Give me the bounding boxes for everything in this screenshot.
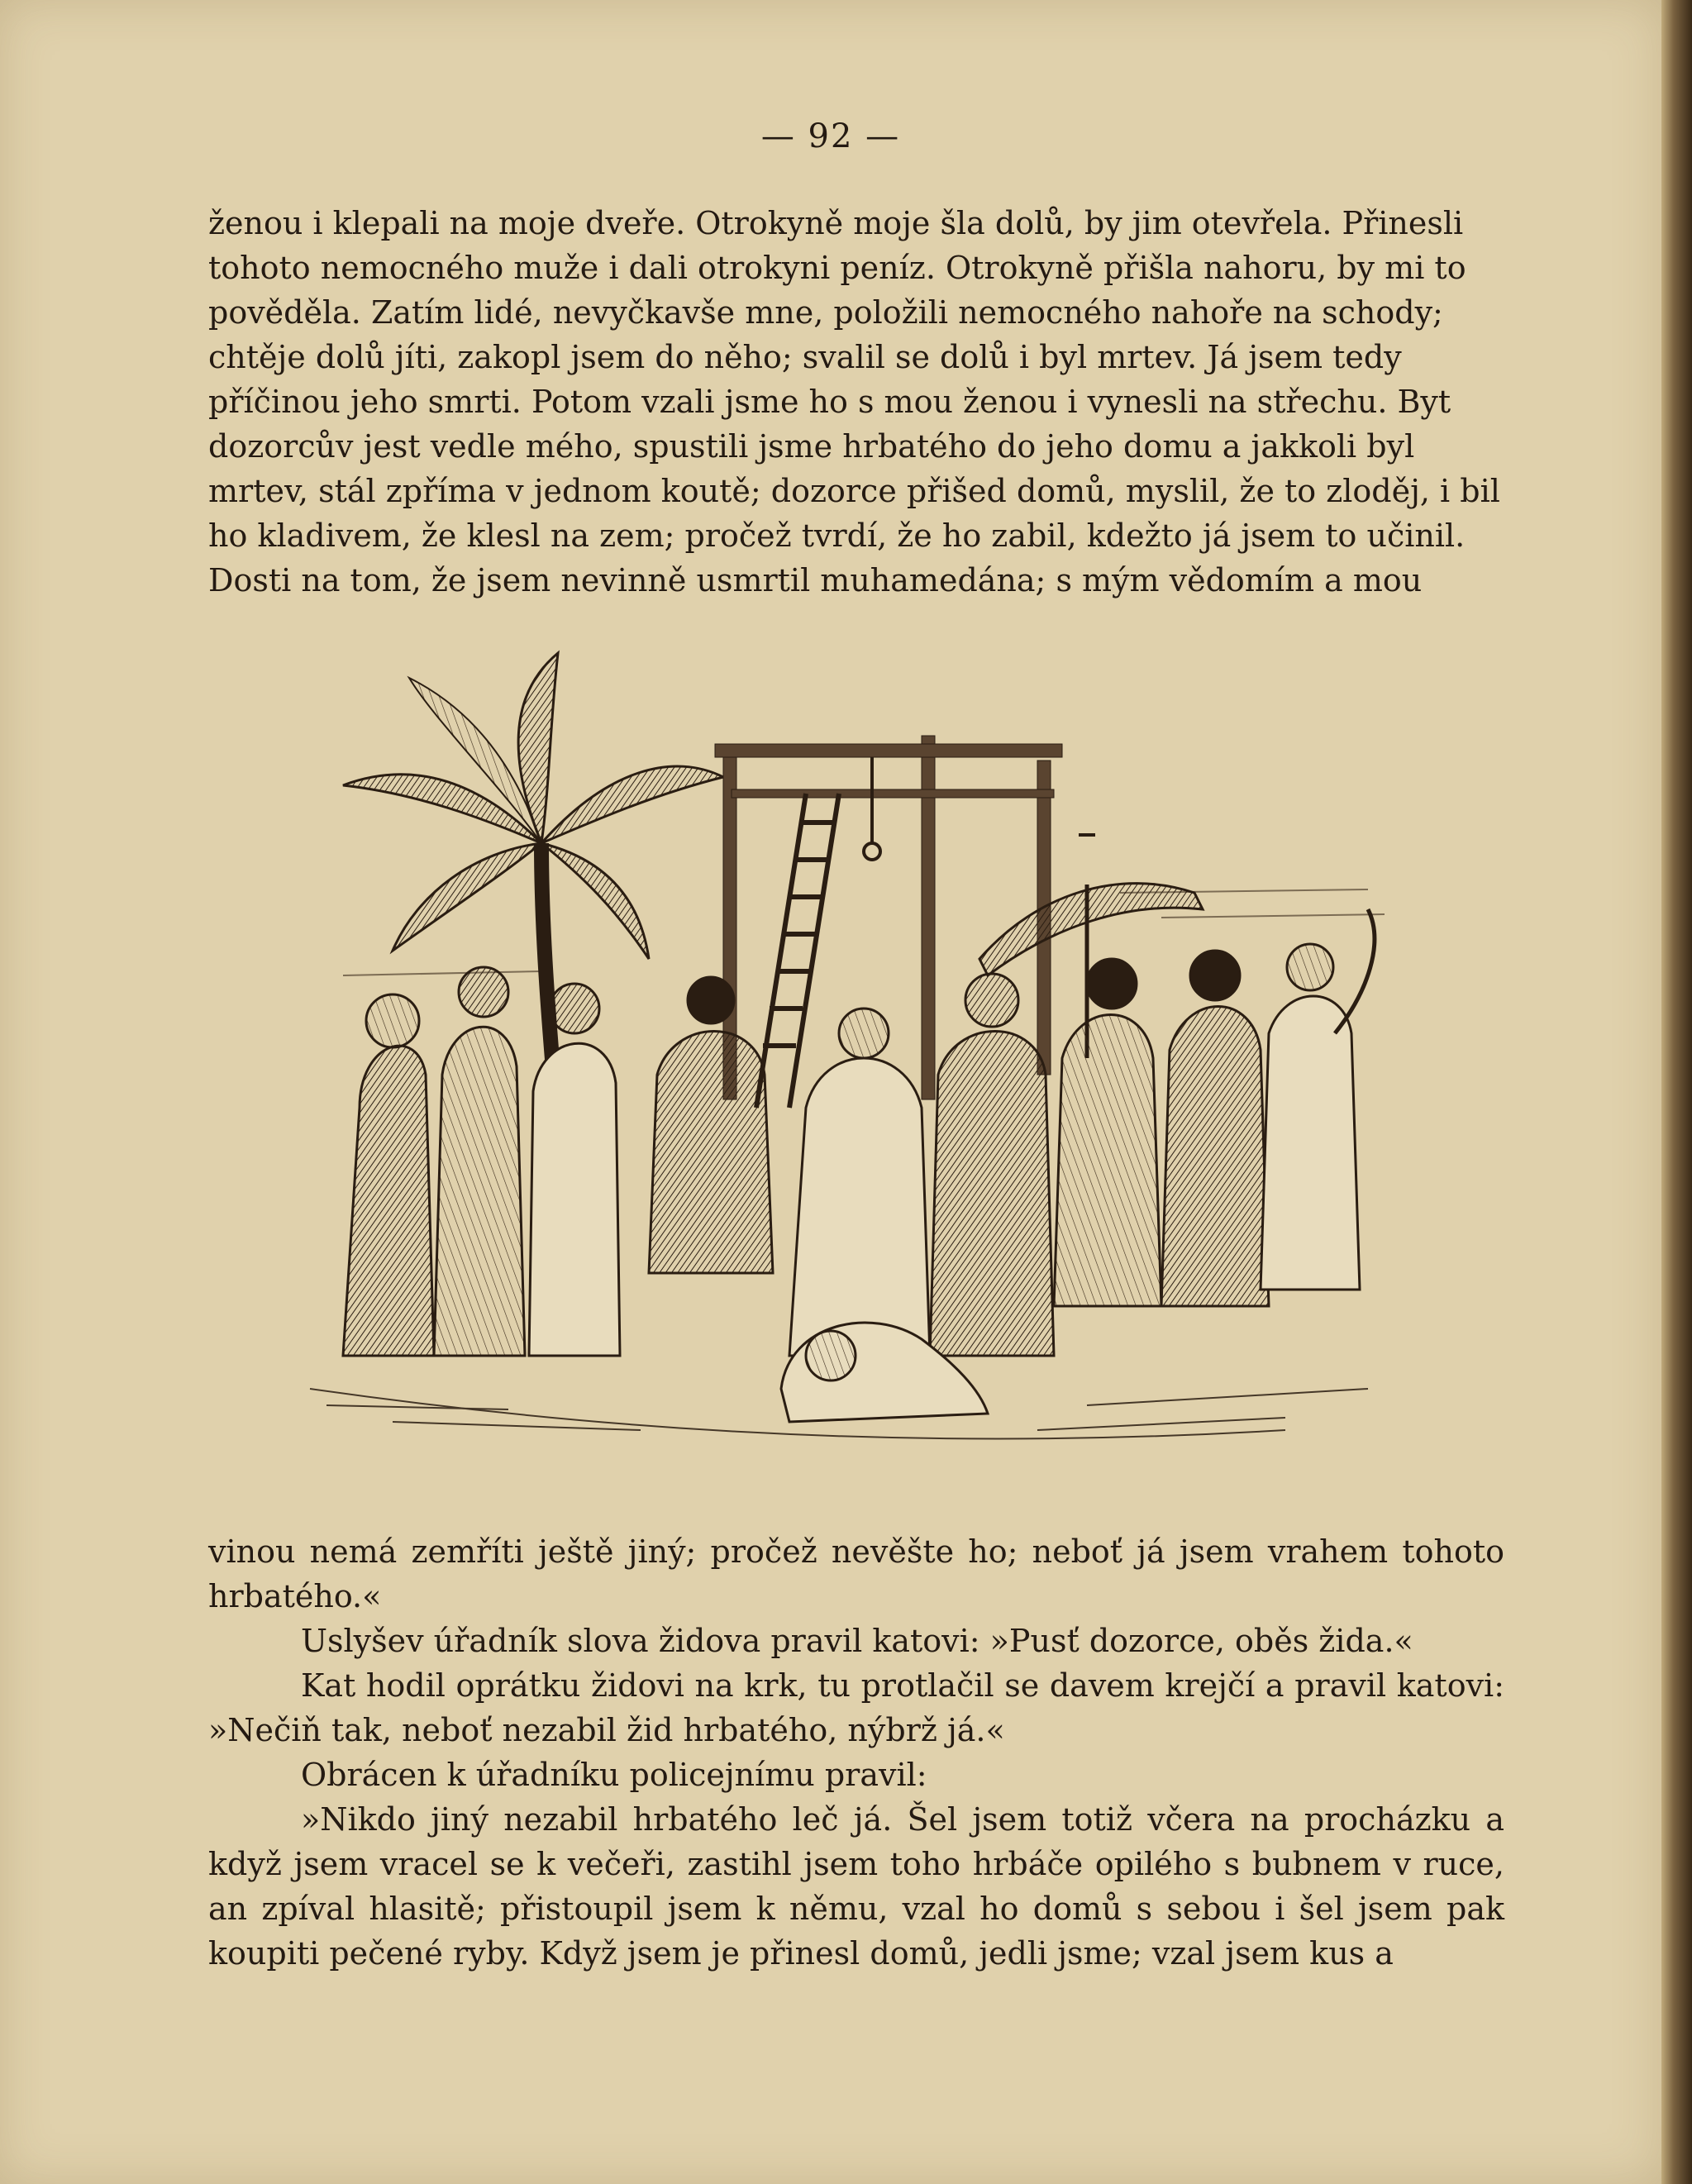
text-line: chtěje dolů jíti, zakopl jsem do něho; svalil se dolů i byl mrtev. Já jsem tedy bbox=[208, 339, 1402, 375]
ladder bbox=[756, 794, 839, 1108]
text-line: ženou i klepali na moje dveře. Otrokyně moje šla dolů, by jim otevřela. Přinesli bbox=[208, 205, 1464, 241]
paragraph: »Nikdo jiný nezabil hrbatého leč já. Šel jsem totiž včera na procházku a když jsem vracel se k večeři, zastihl jsem toho hrbáče opilého s bubnem v ruce, an zpíval hlasitě; přistoupil jsem k němu, vzal ho domů s sebou i šel jsem pak koupiti pečené ryby. Když jsem je přinesl domů, jedli jsme; vzal jsem kus a bbox=[208, 1801, 1504, 1972]
text-line: tohoto nemocného muže i dali otrokyni peníz. Otrokyně přišla nahoru, by mi to bbox=[208, 250, 1466, 286]
text-line: příčinou jeho smrti. Potom vzali jsme ho s mou ženou i vynesli na střechu. Byt bbox=[208, 384, 1451, 420]
top-text-block bbox=[208, 201, 1504, 603]
text-line: mrtev, stál zpříma v jednom koutě; dozorce přišed domů, myslil, že to zloděj, i bil bbox=[208, 473, 1500, 509]
text-line: pověděla. Zatím lidé, nevyčkavše mne, položili nemocného nahoře na schody; bbox=[208, 294, 1443, 331]
paragraph: Kat hodil oprátku židovi na krk, tu protlačil se davem krejčí a pravil katovi: »Nečiň tak, neboť nezabil žid hrbatého, nýbrž já.« bbox=[208, 1667, 1504, 1748]
bottom-text-block bbox=[208, 1529, 1504, 1976]
paragraph: Obrácen k úřadníku policejnímu pravil: bbox=[301, 1757, 927, 1793]
paragraph: vinou nemá zemříti ještě jiný; pročež nevěšte ho; neboť já jsem vrahem tohoto hrbatého.« bbox=[208, 1533, 1504, 1614]
engraving-illustration bbox=[293, 645, 1409, 1455]
paragraph: Uslyšev úřadník slova židova pravil katovi: »Pusť dozorce, oběs žida.« bbox=[301, 1623, 1413, 1659]
text-line: dozorcův jest vedle mého, spustili jsme hrbatého do jeho domu a jakkoli byl bbox=[208, 428, 1415, 465]
text-line: Dosti na tom, že jsem nevinně usmrtil muhamedána; s mým vědomím a mou bbox=[208, 562, 1423, 598]
crowd bbox=[343, 909, 1375, 1356]
page-number: — 92 — bbox=[760, 117, 901, 155]
book-spine bbox=[1661, 0, 1692, 2184]
text-line: ho kladivem, že klesl na zem; pročež tvrdí, že ho zabil, kdežto já jsem to učinil. bbox=[208, 517, 1466, 554]
engraving-execution-scene-icon bbox=[293, 645, 1409, 1455]
